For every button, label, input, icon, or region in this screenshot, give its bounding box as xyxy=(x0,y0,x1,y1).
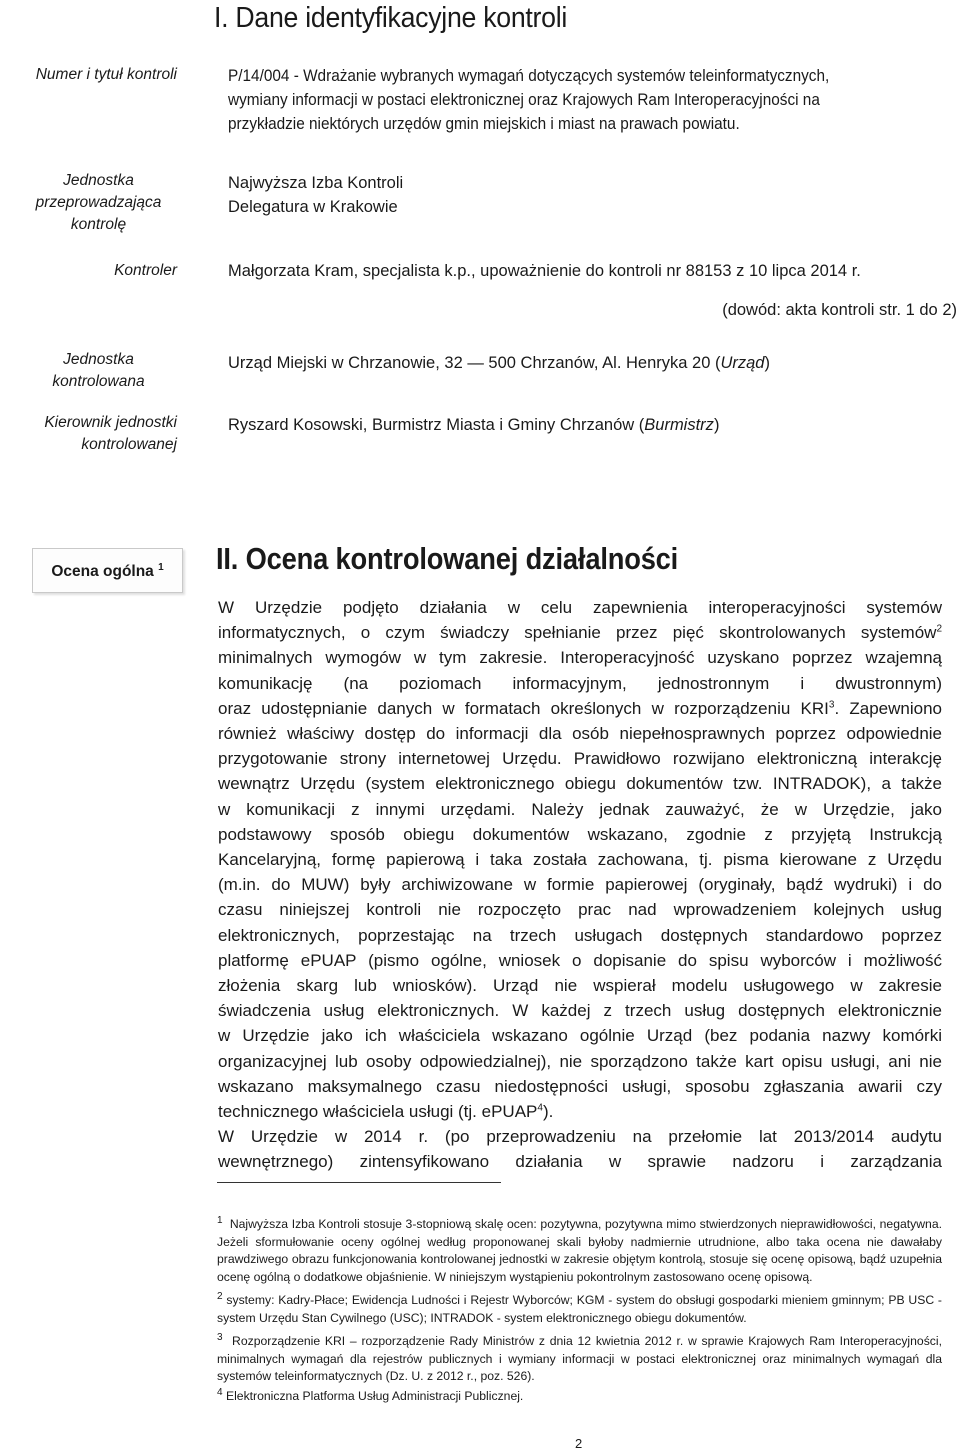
body-line: przygotowanie strony internetowej Urzędu. Prawidłowo rozwijano elektroniczną interakcję xyxy=(218,749,942,769)
label-line: kontrolę xyxy=(70,216,127,233)
footnotes xyxy=(217,1216,942,1411)
page-number: 2 xyxy=(575,1436,583,1451)
body-line: wewnątrz Urzędu (system elektronicznego obiegu dokumentów tzw. INTRADOK), a także xyxy=(218,774,942,794)
body-line: podstawowy sposób obiegu dokumentów wskazano, zgodnie z przyjętą Instrukcją xyxy=(218,824,942,844)
body-line: wewnętrznego) zintensyfikowano działania w sprawie nadzoru i zarządzania xyxy=(218,1152,942,1172)
value-text: ) xyxy=(713,416,720,434)
body-text: technicznego właściciela usługi (tj. ePUAP xyxy=(218,1102,538,1122)
kierownik-label xyxy=(20,412,177,456)
footnote xyxy=(217,1388,942,1406)
body-line: wskazano maksymalnego czasu niedostępności usługi, sposobu zgłaszania awarii czy xyxy=(218,1076,942,1096)
numer-line: przykładzie niektórych urzędów gmin miejskich i miast na prawach powiatu. xyxy=(228,115,740,133)
evidence-reference: (dowód: akta kontroli str. 1 do 2) xyxy=(722,301,957,319)
body-text: informatycznych, o czym świadczy spełnianie przez pięć skontrolowanych systemów xyxy=(218,623,937,643)
label-line: Kierownik jednostki xyxy=(44,414,177,431)
body-line xyxy=(218,1099,942,1124)
footnote-text: Najwyższa Izba Kontroli stosuje 3-stopniową skalę ocen: pozytywna, pozytywna mimo stwierdzonych nieprawidłowości, negatywna. Jeżeli sformułowanie oceny ogólnej według proponowanej skali byłoby nadmiernie utrudnione, albo taka ocena nie dawałaby prawdziwego obrazu funkcjonowania kontrolowanej jednostki w zakresie objętym kontrolą, stosuje się ocenę opisową, bądź uzupełnia ocenę ogólną o dodatkowe objaśnienie. W niniejszym wystąpieniu pokontrolnym zastosowano ocenę opisową. xyxy=(217,1217,942,1284)
footnote-number: 2 xyxy=(217,1290,223,1302)
body-line: komunikację (na poziomach informacyjnym, jednostronnym i dwustronnym) xyxy=(218,673,942,693)
body-line: (m.in. do MUW) były archiwizowane w formie papierowej (oryginały, bądź wydruki) i do xyxy=(218,875,942,895)
body-line: czasu niniejszej kontroli nie rozpoczęto prac nad wprowadzeniem kolejnych usług xyxy=(218,900,942,920)
jednostka-przeprowadzajaca-value xyxy=(228,171,958,219)
footnote-ref: 1 xyxy=(158,561,164,573)
value-line: Delegatura w Krakowie xyxy=(228,198,398,216)
footnote-number: 4 xyxy=(217,1386,223,1398)
footnote xyxy=(217,1333,942,1386)
numer-line: P/14/004 - Wdrażanie wybranych wymagań dotyczących systemów teleinformatycznych, xyxy=(228,67,830,85)
value-text: Urząd Miejski w Chrzanowie, 32 — 500 Chrzanów, Al. Henryka 20 ( xyxy=(228,354,721,372)
body-text: . Zapewniono xyxy=(834,698,942,718)
label-line: kontrolowanej xyxy=(81,436,177,453)
body-line: złożenia skarg lub wniosków). Urząd nie wspierał modelu usługowego w zakresie xyxy=(218,976,942,996)
value-text: Ryszard Kosowski, Burmistrz Miasta i Gminy Chrzanów ( xyxy=(228,416,645,434)
label-line: kontrolowana xyxy=(52,373,145,390)
label-line: Jednostka xyxy=(63,351,134,368)
body-line: w Urzędzie jako ich właściciela wskazano ogólnie Urząd (bez podania nazwy komórki xyxy=(218,1026,942,1046)
jednostka-kontrolowana-value xyxy=(228,352,958,374)
body-line: W Urzędzie podjęto działania w celu zapewnienia interoperacyjności systemów xyxy=(218,598,942,617)
numer-label: Numer i tytuł kontroli xyxy=(35,66,177,83)
value-text: ) xyxy=(764,354,770,372)
label-line: Jednostka xyxy=(63,172,134,189)
body-line: W Urzędzie w 2014 r. (po przeprowadzeniu na przełomie lat 2013/2014 audytu xyxy=(218,1127,942,1147)
footnote xyxy=(217,1292,942,1327)
footnote-text: Elektroniczna Platforma Usług Administracji Publicznej. xyxy=(225,1388,524,1403)
jednostka-przeprowadzajaca-label xyxy=(20,170,177,236)
footnote-text: Rozporządzenie KRI – rozporządzenie Rady Ministrów z dnia 12 kwietnia 2012 r. w sprawie Krajowych Ram Interoperacyjności, minimalnych wymagań dla rejestrów publicznych i wymiany informacji w postaci elektronicznej oraz minimalnych wymagań dla systemów teleinformatycznych (Dz. U. z 2012 r., poz. 526). xyxy=(217,1334,942,1383)
body-line: minimalnych wymogów w tym zakresie. Interoperacyjność uzyskano poprzez wzajemną xyxy=(218,648,942,668)
kierownik-value xyxy=(228,414,958,436)
numer-value xyxy=(228,64,958,136)
body-line: w komunikacji z innymi urzędami. Należy jednak zauważyć, że w Urzędzie, jako xyxy=(218,799,942,819)
body-line: organizacyjnej lub osoby odpowiedzialnej), nie sporządzono także kart opisu usługi, ani nie xyxy=(218,1051,942,1071)
footnote-number: 1 xyxy=(217,1214,223,1226)
assessment-body xyxy=(218,595,942,1175)
footnote-separator xyxy=(217,1182,501,1183)
body-line: świadczenia usług elektronicznych. W każdej z trzech usług dostępnych elektronicznie xyxy=(218,1001,942,1021)
kontroler-value: Małgorzata Kram, specjalista k.p., upoważnienie do kontroli nr 88153 z 10 lipca 2014 r. xyxy=(228,262,861,280)
value-line: Najwyższa Izba Kontroli xyxy=(228,174,404,192)
body-line: również właściwy dostęp do informacji dla osób niepełnosprawnych poprzez odpowiednie xyxy=(218,724,942,744)
label-line: przeprowadzająca xyxy=(35,194,162,211)
badge-label: Ocena ogólna xyxy=(51,563,154,580)
section-2-heading: II. Ocena kontrolowanej działalności xyxy=(216,541,679,576)
footnote-text: systemy: Kadry-Płace; Ewidencja Ludności i Rejestr Wyborców; KGM - system do obsługi gospodarki mieniem gminnym; PB USC - system Urzędu Stan Cywilnego (USC); INTRADOK - system elektronicznego obiegu dokumentów. xyxy=(217,1293,942,1325)
footnote xyxy=(217,1216,942,1286)
body-line xyxy=(218,620,942,645)
numer-line: wymiany informacji w postaci elektronicznej oraz Krajowych Ram Interoperacyjności na xyxy=(228,91,820,109)
section-1-heading: I. Dane identyfikacyjne kontroli xyxy=(214,2,568,34)
body-text: ). xyxy=(542,1102,554,1122)
kontroler-label: Kontroler xyxy=(114,262,177,279)
body-line: Kancelaryjną, formę papierową i taka została zachowana, tj. pisma kierowane z Urzędu xyxy=(218,850,942,870)
jednostka-kontrolowana-label xyxy=(20,349,177,393)
value-italic: Burmistrz xyxy=(644,416,714,434)
footnote-number: 3 xyxy=(217,1331,223,1343)
body-line xyxy=(218,696,942,721)
ocena-ogolna-badge xyxy=(32,548,183,593)
body-line: elektronicznych, poprzestając na trzech usługach dostępnych standardowo poprzez xyxy=(218,925,942,945)
value-italic: Urząd xyxy=(720,354,765,372)
body-text: oraz udostępnianie danych w formatach określonych w rozporządzeniu KRI xyxy=(218,698,829,718)
footnote-ref: 3 xyxy=(828,699,835,711)
footnote-ref: 4 xyxy=(537,1102,543,1114)
footnote-ref: 2 xyxy=(936,623,942,635)
body-line: platformę ePUAP (pismo ogólne, wniosek o dopisanie do spisu wyborców i możliwość xyxy=(218,950,942,970)
